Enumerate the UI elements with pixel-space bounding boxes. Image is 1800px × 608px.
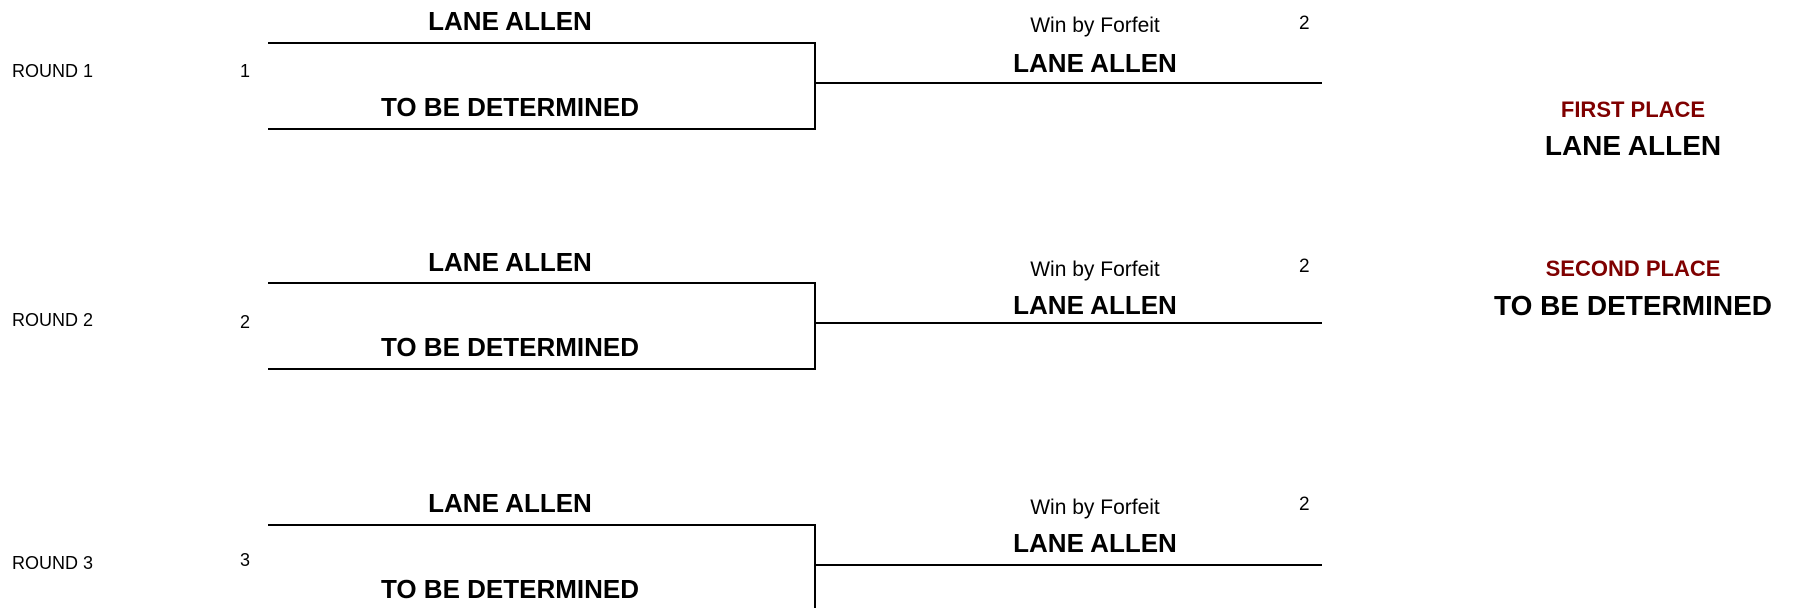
bottom-wrestler-name: TO BE DETERMINED [380, 574, 640, 604]
bracket-connector [814, 524, 816, 608]
bottom-bracket-line [268, 368, 816, 370]
winner-line [814, 564, 1322, 566]
result-text: Win by Forfeit [1030, 14, 1160, 37]
bottom-wrestler-name: TO BE DETERMINED [380, 332, 640, 362]
first-place-name: LANE ALLEN [1544, 130, 1722, 161]
round-label: ROUND 2 [12, 310, 94, 330]
round-label: ROUND 1 [12, 61, 94, 81]
top-bracket-line [268, 524, 816, 526]
score: 2 [1299, 13, 1310, 34]
first-place-title: FIRST PLACE [1560, 97, 1706, 122]
winner-line [814, 82, 1322, 84]
top-wrestler-name: LANE ALLEN [428, 6, 592, 36]
result-text: Win by Forfeit [1030, 258, 1160, 281]
second-place-title: SECOND PLACE [1545, 256, 1721, 281]
bout-number: 2 [240, 312, 251, 332]
winner-name: LANE ALLEN [1013, 48, 1177, 78]
round-label: ROUND 3 [12, 553, 94, 573]
top-wrestler-name: LANE ALLEN [428, 247, 592, 277]
bracket-connector [814, 42, 816, 130]
score: 2 [1299, 494, 1310, 515]
winner-name: LANE ALLEN [1013, 290, 1177, 320]
bout-number: 3 [240, 550, 251, 570]
top-bracket-line [268, 282, 816, 284]
bottom-bracket-line [268, 128, 816, 130]
winner-line [814, 322, 1322, 324]
top-wrestler-name: LANE ALLEN [428, 488, 592, 518]
second-place-name: TO BE DETERMINED [1494, 290, 1772, 321]
score: 2 [1299, 256, 1310, 277]
winner-name: LANE ALLEN [1013, 528, 1177, 558]
bottom-wrestler-name: TO BE DETERMINED [380, 92, 640, 122]
bout-number: 1 [240, 61, 251, 81]
top-bracket-line [268, 42, 816, 44]
result-text: Win by Forfeit [1030, 496, 1160, 519]
bracket-connector [814, 282, 816, 370]
